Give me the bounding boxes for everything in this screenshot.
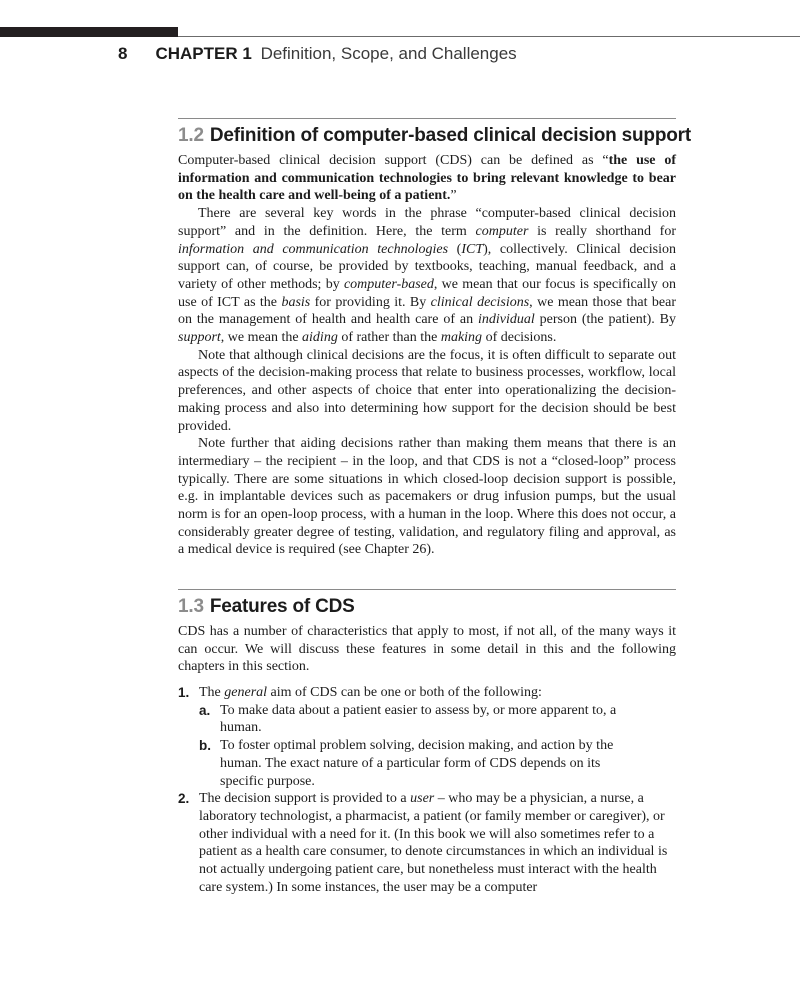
page-number: 8 (118, 44, 128, 63)
section-number: 1.2 (178, 125, 204, 146)
top-rule (178, 36, 800, 37)
key-words-paragraph: There are several key words in the phrase “computer-based clinical decision support” and in the definition. Here, the term computer is really shorthand for information and communication technologies (ICT), collectively. Clinical decision support can, of course, be provided by textbooks, teaching, manual feedback, and a variety of other methods; by computer-based, we mean that our focus is specifically on use of ICT as the basis for providing it. By clinical decisions, we mean those that bear on the management of health and health care of an individual person (the patient). By support, we mean the aiding of rather than the making of decisions. (178, 206, 677, 346)
clinical-decisions-paragraph: Note that although clinical decisions are the focus, it is often difficult to separate out aspects of the decision-making process that relate to business processes, workflow, local preferences, and other aspects of choice that enter into operationalizing the decision-making process and also into determining how support for the decision should be best provided. (178, 347, 676, 434)
section-number: 1.3 (178, 596, 204, 617)
chapter-label: CHAPTER 1 (155, 44, 252, 63)
section-1-2-heading (178, 125, 691, 147)
sub-list-item: b. To foster optimal problem solving, decision making, and action by the human. The exact nature of a particular form of CDS depends on its specific purpose. (199, 738, 614, 789)
top-bar (0, 27, 178, 37)
list-marker: a. (199, 702, 211, 718)
definition-paragraph: Computer-based clinical decision support (CDS) can be defined as “the use of information and communication technologies to bring relevant knowledge to bear on the health care and well-being of a patient.” (178, 153, 676, 204)
list-marker: 1. (178, 685, 190, 700)
section-1-2-rule (178, 118, 676, 119)
list-marker: 2. (178, 791, 190, 807)
section-1-3-intro (178, 623, 676, 676)
section-1-3-rule (178, 589, 676, 590)
chapter-title: Definition, Scope, and Challenges (260, 44, 517, 63)
section-title: Features of CDS (209, 596, 355, 617)
section-1-2-body (178, 152, 676, 559)
features-intro-paragraph: CDS has a number of characteristics that apply to most, if not all, of the many ways it can occur. We will discuss these features in some detail in this and the following chapters in this section. (178, 624, 676, 675)
section-1-3-heading (178, 596, 355, 618)
running-head (118, 44, 517, 64)
list-item: 2. The decision support is provided to a user – who may be a physician, a nurse, a laboratory technologist, a pharmacist, a patient (or family member or caregiver), or other individual with a need for it. (In this book we will also sometimes refer to a patient as a health care consumer, to denote circumstances in which an individual is not actually undergoing patient care, but nonetheless must interact with the health care system.) In some instances, the user may be a computer (178, 791, 668, 895)
section-title: Definition of computer-based clinical decision support (209, 125, 691, 146)
closed-loop-paragraph: Note further that aiding decisions rather than making them means that there is an intermediary – the recipient – in the loop, and that CDS is not a “closed-loop” process typically. There are some situations in which closed-loop decision support is possible, e.g. in implantable devices such as pacemakers or drug infusion pumps, but the usual norm is for an open-loop process, with a human in the loop. Where this does not occur, a considerably greater degree of testing, validation, and regulatory filing and approval, as a medical device is required (see Chapter 26). (178, 436, 676, 558)
features-list (178, 684, 668, 896)
sub-list-item: a. To make data about a patient easier to assess by, or more apparent to, a human. (199, 702, 617, 736)
list-item: 1. The general aim of CDS can be one or both of the following: (178, 685, 542, 700)
list-marker: b. (199, 738, 211, 754)
